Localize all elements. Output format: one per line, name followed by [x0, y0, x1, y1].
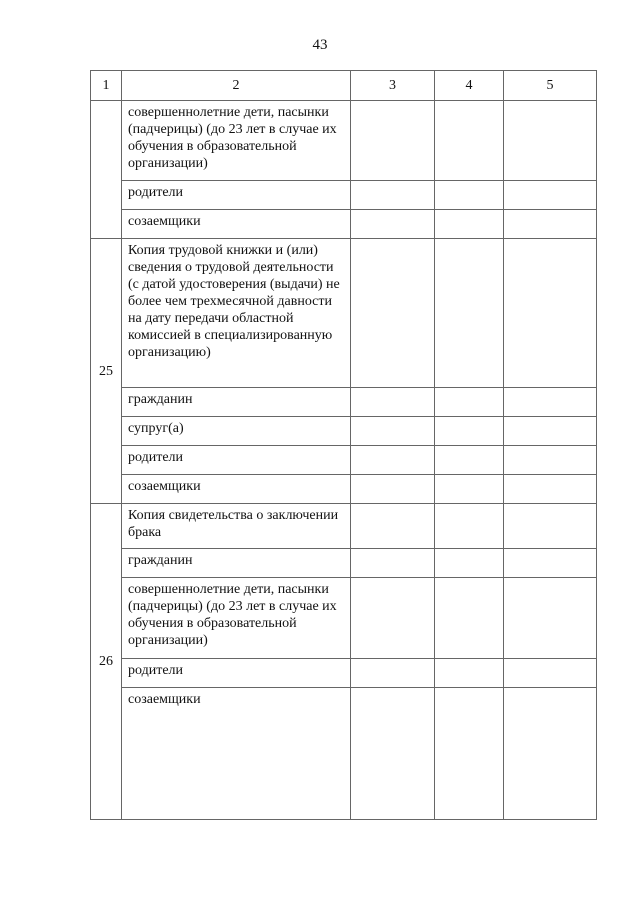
- item-description: гражданин: [122, 388, 351, 417]
- item-description: созаемщики: [122, 210, 351, 239]
- empty-cell: [351, 101, 435, 181]
- table-row: [91, 659, 597, 688]
- empty-cell: [435, 388, 504, 417]
- empty-cell: [351, 659, 435, 688]
- table-row: [91, 101, 597, 181]
- empty-cell: [504, 239, 597, 388]
- page-number: 43: [312, 37, 328, 53]
- item-description: родители: [122, 181, 351, 210]
- empty-cell: [435, 417, 504, 446]
- item-description: совершеннолетние дети, пасынки (падчерицы) (до 23 лет в случае их обучения в образовательной организации): [122, 101, 351, 181]
- item-description: Копия трудовой книжки и (или) сведения о трудовой деятельности (с датой удостоверения (выдачи) не более чем трехмесячной давности на дату передачи областной комиссией в специализированную организацию): [122, 239, 351, 388]
- header-cell: 1: [91, 71, 122, 101]
- table-row: [91, 239, 597, 388]
- header-cell: 2: [122, 71, 351, 101]
- table-row: [91, 446, 597, 475]
- empty-cell: [435, 446, 504, 475]
- header-cell: 3: [351, 71, 435, 101]
- empty-cell: [435, 659, 504, 688]
- empty-cell: [504, 504, 597, 549]
- table-row: [91, 549, 597, 578]
- empty-cell: [504, 578, 597, 659]
- empty-cell: [351, 475, 435, 504]
- table-row: [91, 688, 597, 820]
- empty-cell: [351, 549, 435, 578]
- item-number: 25: [91, 239, 122, 504]
- table-row: [91, 388, 597, 417]
- empty-cell: [435, 181, 504, 210]
- empty-cell: [351, 239, 435, 388]
- item-description: совершеннолетние дети, пасынки (падчерицы) (до 23 лет в случае их обучения в образовательной организации): [122, 578, 351, 659]
- empty-cell: [504, 549, 597, 578]
- empty-cell: [435, 210, 504, 239]
- empty-cell: [435, 578, 504, 659]
- empty-cell: [504, 210, 597, 239]
- item-description: супруг(а): [122, 417, 351, 446]
- header-cell: 5: [504, 71, 597, 101]
- empty-cell: [504, 388, 597, 417]
- empty-cell: [504, 101, 597, 181]
- item-description: созаемщики: [122, 688, 351, 820]
- empty-cell: [435, 101, 504, 181]
- empty-cell: [351, 446, 435, 475]
- item-description: созаемщики: [122, 475, 351, 504]
- empty-cell: [351, 504, 435, 549]
- empty-cell: [351, 417, 435, 446]
- empty-cell: [504, 659, 597, 688]
- empty-cell: [435, 239, 504, 388]
- empty-cell: [435, 688, 504, 820]
- item-description: гражданин: [122, 549, 351, 578]
- empty-cell: [351, 210, 435, 239]
- item-description: родители: [122, 659, 351, 688]
- empty-cell: [504, 475, 597, 504]
- item-description: Копия свидетельства о заключении брака: [122, 504, 351, 549]
- item-number: [91, 101, 122, 239]
- empty-cell: [435, 549, 504, 578]
- header-row: [91, 71, 597, 101]
- item-description: родители: [122, 446, 351, 475]
- table-row: [91, 181, 597, 210]
- header-cell: 4: [435, 71, 504, 101]
- empty-cell: [504, 688, 597, 820]
- empty-cell: [351, 578, 435, 659]
- empty-cell: [351, 688, 435, 820]
- table-row: [91, 578, 597, 659]
- table-row: [91, 504, 597, 549]
- empty-cell: [435, 475, 504, 504]
- empty-cell: [351, 388, 435, 417]
- empty-cell: [504, 417, 597, 446]
- documents-table: [90, 70, 597, 820]
- empty-cell: [435, 504, 504, 549]
- item-number: 26: [91, 504, 122, 820]
- table-row: [91, 210, 597, 239]
- empty-cell: [504, 446, 597, 475]
- table-row: [91, 417, 597, 446]
- empty-cell: [504, 181, 597, 210]
- table-row: [91, 475, 597, 504]
- empty-cell: [351, 181, 435, 210]
